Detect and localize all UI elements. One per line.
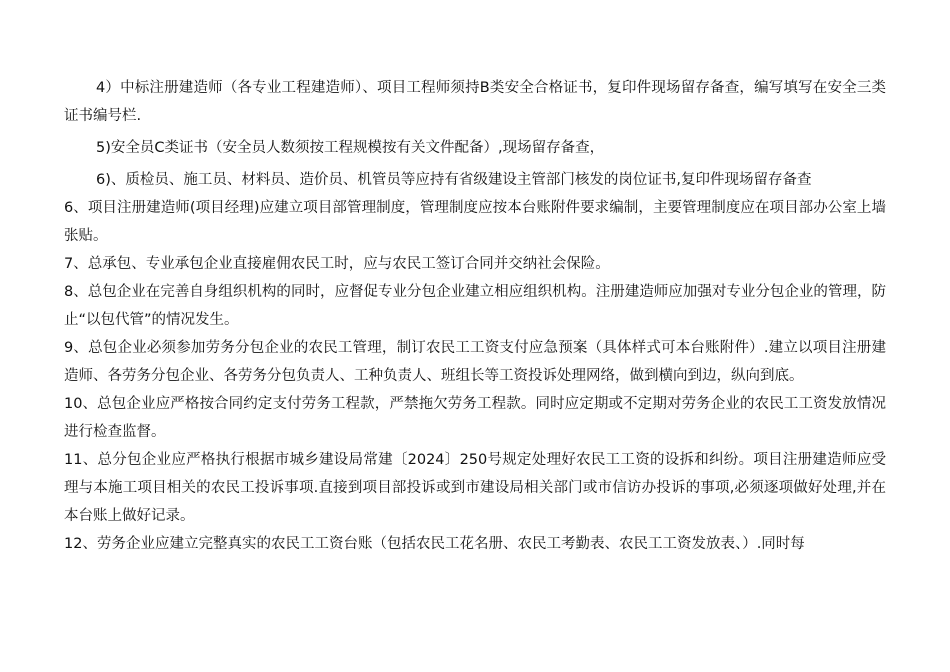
paragraph-12-wage-ledger: 12、劳务企业应建立完整真实的农民工工资台账（包括农民工花名册、农民工考勤表、农民工工资发放表、）.同时每 [64,536,805,552]
paragraph-6-management-system: 6、项目注册建造师(项目经理)应建立项目部管理制度，管理制度应按本台账附件要求编制，主要管理制度应在项目部办公室上墙张贴。 [64,200,886,244]
paragraph-11-wage-disputes: 11、总分包企业应严格执行根据市城乡建设局常建〔2024〕250号规定处理好农民工工资的设拆和纠纷。项目注册建造师应受理与本施工项目相关的农民工投诉事项.直接到项目部投诉或到市建设局相关部门或市信访办投诉的事项,必须逐项做好处理,并在本台账上做好记录。 [64,452,886,524]
document-body [64,74,886,558]
paragraph-10-labor-payment: 10、总包企业应严格按合同约定支付劳务工程款，严禁拖欠劳务工程款。同时应定期或不定期对劳务企业的农民工工资发放情况进行检查监督。 [64,396,886,440]
paragraph-7-migrant-workers-contract: 7、总承包、专业承包企业直接雇佣农民工时，应与农民工签订合同并交纳社会保险。 [64,256,610,272]
paragraph-9-wage-management: 9、总包企业必须参加劳务分包企业的农民工管理，制订农民工工资支付应急预案（具体样式可本台账附件）.建立以项目注册建造师、各劳务分包企业、各劳务分包负责人、工种负责人、班组长等工资投诉处理网络，做到横向到边，纵向到底。 [64,340,886,384]
paragraph-6-post-certificates: 6)、质检员、施工员、材料员、造价员、机管员等应持有省级建设主管部门核发的岗位证书,复印件现场留存备查 [96,172,812,188]
paragraph-5-safety-officer: 5)安全员C类证书（安全员人数须按工程规模按有关文件配备）,现场留存备查， [96,140,605,156]
paragraph-4-registered-builder: 4）中标注册建造师（各专业工程建造师）、项目工程师须持B类安全合格证书，复印件现场留存备查，编写填写在安全三类证书编号栏. [64,80,886,124]
paragraph-8-organization: 8、总包企业在完善自身组织机构的同时，应督促专业分包企业建立相应组织机构。注册建造师应加强对专业分包企业的管理，防止“以包代管”的情况发生。 [64,284,886,328]
